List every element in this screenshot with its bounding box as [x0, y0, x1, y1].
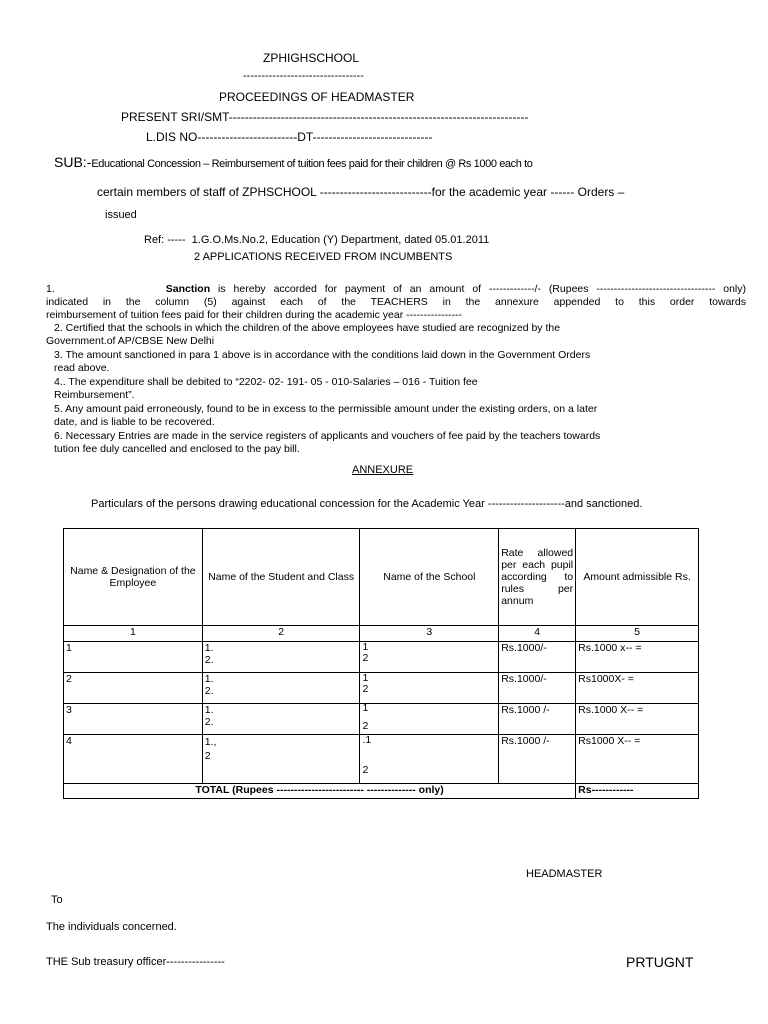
paragraph-2 — [46, 322, 746, 348]
row-amount: Rs1000X- = — [576, 673, 699, 704]
paragraph-3-line-1: 3. The amount sanctioned in para 1 above is in accordance with the conditions laid down in the Government Orders — [54, 349, 591, 361]
col-number-1: 1 — [64, 626, 203, 642]
present-line: PRESENT SRI/SMT--------------------------------------------------------------------------- — [121, 110, 529, 124]
header-employee: Name & Designation of the Employee — [64, 529, 203, 626]
row-school: 1 2 — [360, 642, 499, 673]
row-sno: 3 — [64, 704, 203, 735]
paragraph-6-line-1: 6. Necessary Entries are made in the service registers of applicants and vouchers of fee paid by the teachers towards — [54, 430, 601, 442]
paragraph-2-line-1: 2. Certified that the schools in which the children of the above employees have studied are recognized by the — [54, 322, 561, 334]
reference-label: Ref: ----- — [144, 234, 186, 246]
row-amount: Rs1000 X-- = — [576, 735, 699, 784]
col-number-3: 3 — [360, 626, 499, 642]
row-student: 1. 2. — [202, 673, 360, 704]
paragraph-4 — [46, 376, 746, 402]
annexure-title: ANNEXURE — [352, 464, 414, 476]
paragraph-4-line-2: Reimbursement”. — [54, 389, 135, 401]
row-school: .1 2 — [360, 735, 499, 784]
table-header-row — [64, 529, 699, 626]
row-amount: Rs.1000 X-- = — [576, 704, 699, 735]
reference-2: 2 APPLICATIONS RECEIVED FROM INCUMBENTS — [194, 251, 453, 263]
table-row — [64, 704, 699, 735]
header-amount: Amount admissible Rs. — [576, 529, 699, 626]
paragraph-6-line-2: tution fee duly cancelled and enclosed to the pay bill. — [54, 443, 300, 455]
subject-label: SUB:- — [54, 154, 92, 170]
subject-text: Educational Concession – Reimbursement of tuition fees paid for their children @ Rs 1000 each to — [91, 158, 533, 170]
annexure-table — [63, 528, 699, 799]
paragraph-1-line-3: reimbursement of tuition fees paid for their children during the academic year ---------------- — [46, 309, 463, 321]
row-rate: Rs.1000/- — [499, 642, 576, 673]
col-number-2: 2 — [202, 626, 360, 642]
ldis-line: L.DIS NO-------------------------DT------------------------------ — [146, 130, 433, 144]
paragraph-5 — [46, 403, 746, 429]
subject-line-3: issued — [105, 209, 137, 221]
row-sno: 1 — [64, 642, 203, 673]
row-sno: 2 — [64, 673, 203, 704]
proceedings-title: PROCEEDINGS OF HEADMASTER — [219, 90, 415, 104]
total-label: TOTAL (Rupees ------------------------- -------------- only) — [64, 784, 576, 799]
table-row — [64, 673, 699, 704]
individuals-concerned: The individuals concerned. — [46, 921, 177, 933]
row-amount: Rs.1000 x-- = — [576, 642, 699, 673]
total-row — [64, 784, 699, 799]
header-rate: Rate allowed per each pupil according to rules per annum — [499, 529, 576, 626]
sanction-bold: Sanction — [165, 283, 211, 295]
header-divider: --------------------------------- — [243, 70, 364, 82]
row-school: 1 2 — [360, 673, 499, 704]
prtugnt-label: PRTUGNT — [626, 954, 694, 970]
total-amount: Rs------------ — [576, 784, 699, 799]
row-rate: Rs.1000 /- — [499, 735, 576, 784]
row-student: 1., 2 — [202, 735, 360, 784]
col-number-5: 5 — [576, 626, 699, 642]
paragraph-1 — [46, 283, 746, 322]
subject-line-1 — [54, 154, 533, 170]
paragraph-1-text: is hereby accorded for payment of an amount of -------------/- (Rupees ---------------------------------- only) — [218, 283, 747, 295]
col-number-4: 4 — [499, 626, 576, 642]
paragraph-1-number: 1. — [46, 283, 55, 295]
reference-1-text: 1.G.O.Ms.No.2, Education (Y) Department, dated 05.01.2011 — [191, 234, 490, 246]
table-row — [64, 735, 699, 784]
to-label: To — [51, 894, 63, 906]
header-school: Name of the School — [360, 529, 499, 626]
column-number-row — [64, 626, 699, 642]
school-name: ZPHIGHSCHOOL — [263, 51, 360, 65]
paragraph-6 — [46, 430, 746, 456]
row-school: 1 2 — [360, 704, 499, 735]
paragraph-3 — [46, 349, 746, 375]
signatory: HEADMASTER — [526, 868, 603, 880]
paragraph-4-line-1: 4.. The expenditure shall be debited to “2202- 02- 191- 05 - 010-Salaries – 016 - Tuition fee — [54, 376, 478, 388]
paragraph-2-line-2: Government.of AP/CBSE New Delhi — [46, 335, 215, 347]
paragraph-1-line-1 — [46, 283, 746, 296]
row-student: 1. 2. — [202, 642, 360, 673]
reference-1 — [144, 234, 489, 246]
row-student: 1. 2. — [202, 704, 360, 735]
paragraph-5-line-1: 5. Any amount paid erroneously, found to be in excess to the permissible amount under the existing orders, on a later — [54, 403, 598, 415]
row-rate: Rs.1000 /- — [499, 704, 576, 735]
header-student: Name of the Student and Class — [202, 529, 360, 626]
row-rate: Rs.1000/- — [499, 673, 576, 704]
subject-line-2: certain members of staff of ZPHSCHOOL ----------------------------for the academic year ------ Orders – — [97, 185, 625, 199]
table-row — [64, 642, 699, 673]
sub-treasury-officer: THE Sub treasury officer---------------- — [46, 956, 225, 968]
row-sno: 4 — [64, 735, 203, 784]
annexure-particulars: Particulars of the persons drawing educational concession for the Academic Year ---------------------and sanctioned. — [91, 498, 643, 510]
paragraph-5-line-2: date, and is liable to be recovered. — [54, 416, 215, 428]
paragraph-3-line-2: read above. — [54, 362, 110, 374]
paragraph-1-line-2: indicated in the column (5) against each of the TEACHERS in the annexure appended to this order towards — [46, 296, 746, 308]
